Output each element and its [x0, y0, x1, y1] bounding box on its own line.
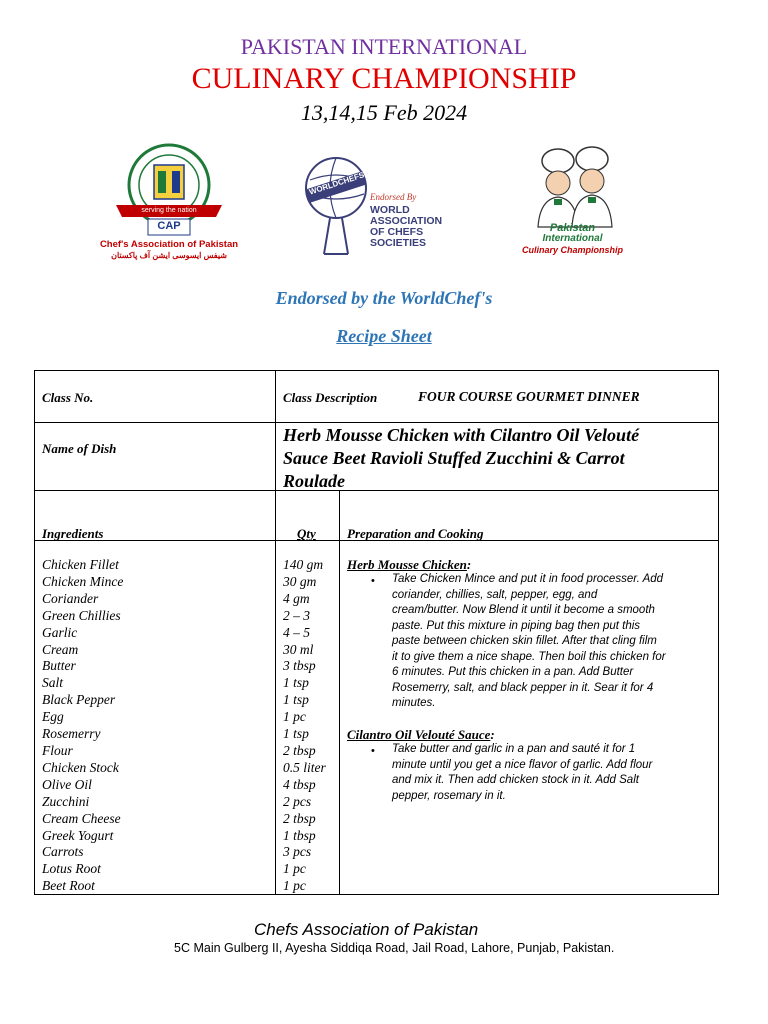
ingredient-qty: 30 ml — [283, 641, 314, 657]
ingredient-name: Rosemerry — [42, 726, 101, 742]
bullet-icon: • — [371, 575, 375, 587]
footer-org: Chefs Association of Pakistan — [254, 920, 479, 939]
event-dates: 13,14,15 Feb 2024 — [300, 100, 468, 125]
ingredient-qty: 1 pc — [283, 878, 306, 894]
prep-line: paste. Put this mixture in piping bag then put this — [392, 619, 641, 632]
prep-line: coriander, chillies, salt, pepper, egg, and — [392, 588, 598, 601]
ingredient-qty: 4 gm — [283, 590, 310, 606]
ingredient-name: Garlic — [42, 624, 78, 640]
wacs-line-4: SOCIETIES — [370, 237, 427, 249]
ingredient-qty: 2 – 3 — [283, 607, 310, 623]
sheet-title: Recipe Sheet — [336, 326, 432, 346]
ingredient-qty: 3 pcs — [283, 844, 312, 860]
picc-line-2: International — [542, 233, 603, 244]
ingredient-qty: 30 gm — [283, 573, 317, 589]
ingredient-name: Olive Oil — [42, 776, 92, 792]
wacs-line-2: ASSOCIATION — [370, 215, 443, 227]
ingredient-qty: 0.5 liter — [283, 759, 326, 775]
quantity-list — [283, 557, 326, 895]
cap-banner-text: serving the nation — [141, 207, 197, 214]
prep-section-title: Cilantro Oil Velouté Sauce — [347, 727, 491, 742]
worldchefs-badge: WORLDCHEFS — [308, 170, 366, 197]
ingredient-name: Coriander — [42, 590, 99, 606]
prep-line: it to give them a nice shape. Then boil this chicken for — [392, 650, 666, 663]
picc-line-3: Culinary Championship — [521, 245, 623, 255]
recipe-table — [34, 370, 719, 895]
ingredient-name: Beet Root — [42, 878, 95, 894]
ingredient-name: Salt — [42, 675, 64, 691]
bullet-icon: • — [371, 745, 375, 757]
cap-urdu-caption: شیفس ایسوسی ایشن آف پاکستان — [111, 251, 227, 260]
prep-step-section: Cilantro Oil Velouté Sauce: • Take butter and garlic in a pan and sauté it for 1 minute until you get a nice flavor of garlic. Add flour and mix it. Then add chicken stock in it. Add Salt pepper, rosemary in it. — [347, 727, 495, 745]
ingredient-qty: 1 tsp — [283, 675, 309, 691]
ingredient-qty: 1 tbsp — [283, 827, 316, 843]
ingredient-name: Cream — [42, 641, 79, 657]
ingredient-qty: 1 pc — [283, 861, 306, 877]
endorsement-line: Endorsed by the WorldChef's — [275, 288, 493, 308]
prep-step-section: Herb Mousse Chicken: • Take Chicken Mince and put it in food processer. Add coriander, chillies, salt, pepper, egg, and cream/butter. Now Blend it until it become a smooth paste. Put this mixture in piping bag then put this paste between chicken skin fillet. After that cling film it to give them a nice shape. Then boil this chicken for 6 minutes. Put this chicken in a pan. Add Butter Rosemerry, salt, and black pepper in it. Sear it for 4 minutes. — [347, 557, 471, 575]
class-no-label: Class No. — [42, 390, 94, 405]
picc-line-1: Pakistan — [549, 222, 596, 234]
dish-name: Herb Mousse Chicken with Cilantro Oil Velouté Sauce Beet Ravioli Stuffed Zucchini & Carrot Roulade — [283, 425, 640, 491]
ingredient-name: Chicken Stock — [42, 759, 119, 775]
prep-line: minutes. — [392, 697, 436, 709]
cap-abbr: CAP — [157, 220, 181, 232]
endorsed-by-small: Endorsed By — [370, 192, 417, 202]
header-line-2: CULINARY CHAMPIONSHIP — [191, 62, 577, 95]
header-line-1: PAKISTAN INTERNATIONAL — [240, 34, 528, 59]
wacs-line-3: OF CHEFS — [370, 226, 424, 238]
prep-header: Preparation and Cooking — [347, 526, 484, 541]
prep-line: 6 minutes. Put this chicken in a pan. Add Butter — [392, 666, 634, 678]
ingredient-qty: 4 – 5 — [283, 624, 310, 640]
ingredient-list — [42, 557, 123, 895]
prep-section-title: Herb Mousse Chicken — [347, 557, 467, 572]
prep-line: Take Chicken Mince and put it in food processer. Add — [392, 573, 664, 585]
ingredient-qty: 1 pc — [283, 709, 306, 725]
ingredients-header: Ingredients — [42, 526, 104, 541]
cap-logo — [96, 143, 242, 263]
ingredient-qty: 140 gm — [283, 557, 324, 572]
ingredient-name: Flour — [42, 742, 73, 758]
ingredient-name: Chicken Mince — [42, 573, 124, 589]
prep-line: paste between chicken skin fillet. After that cling film — [392, 635, 657, 647]
globe-figure-icon — [300, 150, 370, 260]
ingredient-qty: 2 tbsp — [283, 742, 316, 758]
prep-line: Take butter and garlic in a pan and sauté it for 1 — [392, 743, 636, 755]
ingredient-name: Cream Cheese — [42, 810, 121, 826]
ingredient-name: Carrots — [42, 844, 84, 860]
name-of-dish-label: Name of Dish — [42, 441, 117, 456]
ingredient-qty: 1 tsp — [283, 692, 309, 708]
ingredient-qty: 3 tbsp — [283, 658, 316, 674]
wacs-line-1: WORLD — [370, 204, 410, 216]
qty-header: Qty — [297, 526, 316, 541]
ingredient-qty: 2 tbsp — [283, 810, 316, 826]
prep-line: minute until you get a nice flavor of garlic. Add flour — [392, 758, 653, 771]
cap-caption: Chef's Association of Pakistan — [99, 239, 239, 250]
ingredient-qty: 4 tbsp — [283, 776, 316, 792]
prep-line: and mix it. Then add chicken stock in it. Add Salt — [392, 774, 639, 786]
prep-line: pepper, rosemary in it. — [392, 789, 506, 802]
ingredient-name: Chicken Fillet — [42, 557, 119, 572]
worldchefs-logo — [300, 150, 465, 260]
picc-logo — [510, 143, 635, 268]
ingredient-qty: 2 pcs — [283, 793, 312, 809]
class-description-value: FOUR COURSE GOURMET DINNER — [418, 389, 640, 404]
ingredient-name: Butter — [42, 658, 76, 674]
ingredient-name: Greek Yogurt — [42, 827, 114, 843]
chefs-illustration-icon — [510, 143, 635, 228]
class-description-label: Class Description — [283, 390, 378, 405]
ingredient-name: Black Pepper — [42, 692, 116, 708]
prep-line: cream/butter. Now Blend it until it become a smooth — [392, 604, 655, 616]
ingredient-name: Zucchini — [42, 793, 90, 809]
ingredient-name: Green Chillies — [42, 607, 121, 623]
ingredient-qty: 1 tsp — [283, 726, 309, 742]
ingredient-name: Egg — [42, 709, 64, 725]
footer-address: 5C Main Gulberg II, Ayesha Siddiqa Road, Jail Road, Lahore, Punjab, Pakistan. — [174, 941, 615, 955]
ingredient-name: Lotus Root — [42, 861, 101, 877]
prep-line: Rosemerry, salt, and black pepper in it. Sear it for 4 — [392, 681, 654, 694]
